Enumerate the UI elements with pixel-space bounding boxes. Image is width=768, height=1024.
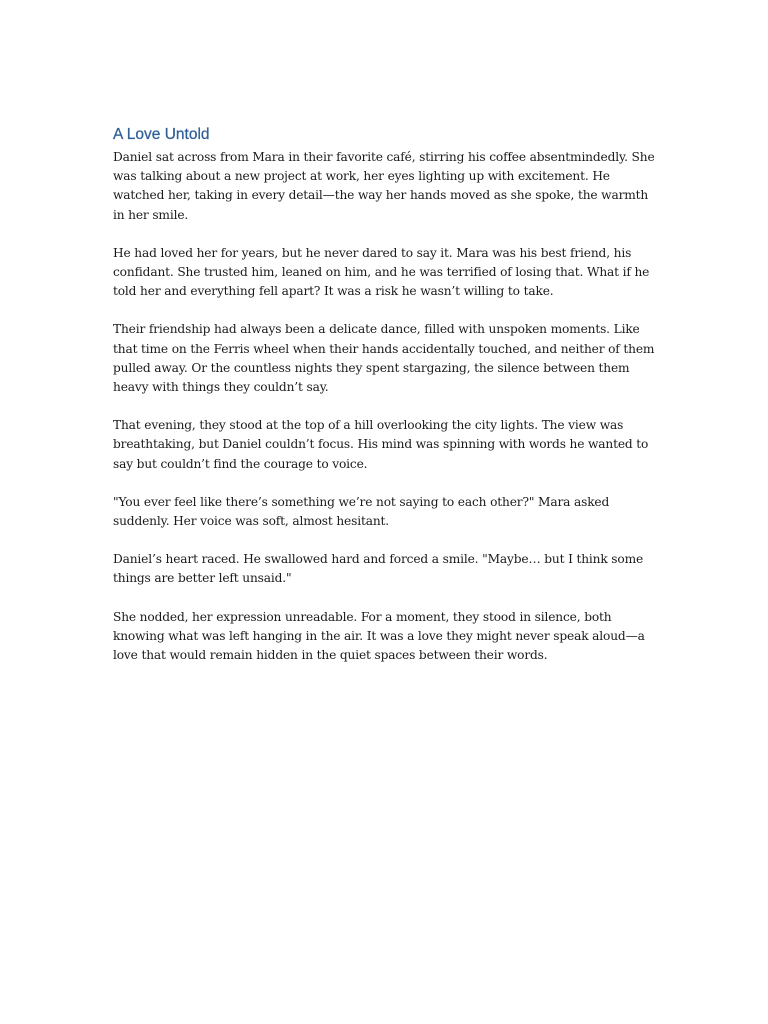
- paragraph-5: "You ever feel like there’s something we’re not saying to each other?" Mara asked suddenly. Her voice was soft, almost hesitant.: [113, 494, 610, 529]
- paragraph-3: Their friendship had always been a delicate dance, filled with unspoken moments. Like that time on the Ferris wheel when their hands accidentally touched, and neither of them pulled away. Or the countless nights they spent stargazing, the silence between them heavy with things they couldn’t say.: [113, 322, 655, 395]
- document-title: A Love Untold: [113, 126, 210, 143]
- paragraph-7: She nodded, her expression unreadable. For a moment, they stood in silence, both knowing what was left hanging in the air. It was a love they might never speak aloud—a love that would remain hidden in the quiet spaces between their words.: [113, 609, 645, 663]
- paragraph-4: That evening, they stood at the top of a hill overlooking the city lights. The view was breathtaking, but Daniel couldn’t focus. His mind was spinning with words he wanted to say but couldn’t find the courage to voice.: [113, 418, 649, 471]
- document-body: [113, 125, 658, 684]
- paragraph-6: Daniel’s heart raced. He swallowed hard and forced a smile. "Maybe… but I think some things are better left unsaid.": [113, 552, 644, 586]
- paragraph-1: Daniel sat across from Mara in their favorite café, stirring his coffee absentmindedly. She was talking about a new project at work, her eyes lighting up with excitement. He watched her, taking in every detail—the way her hands moved as she spoke, the warmth in her smile.: [113, 150, 655, 222]
- paragraph-2: He had loved her for years, but he never dared to say it. Mara was his best friend, his confidant. She trusted him, leaned on him, and he was terrified of losing that. What if he told her and everything fell apart? It was a risk he wasn’t willing to take.: [113, 245, 650, 299]
